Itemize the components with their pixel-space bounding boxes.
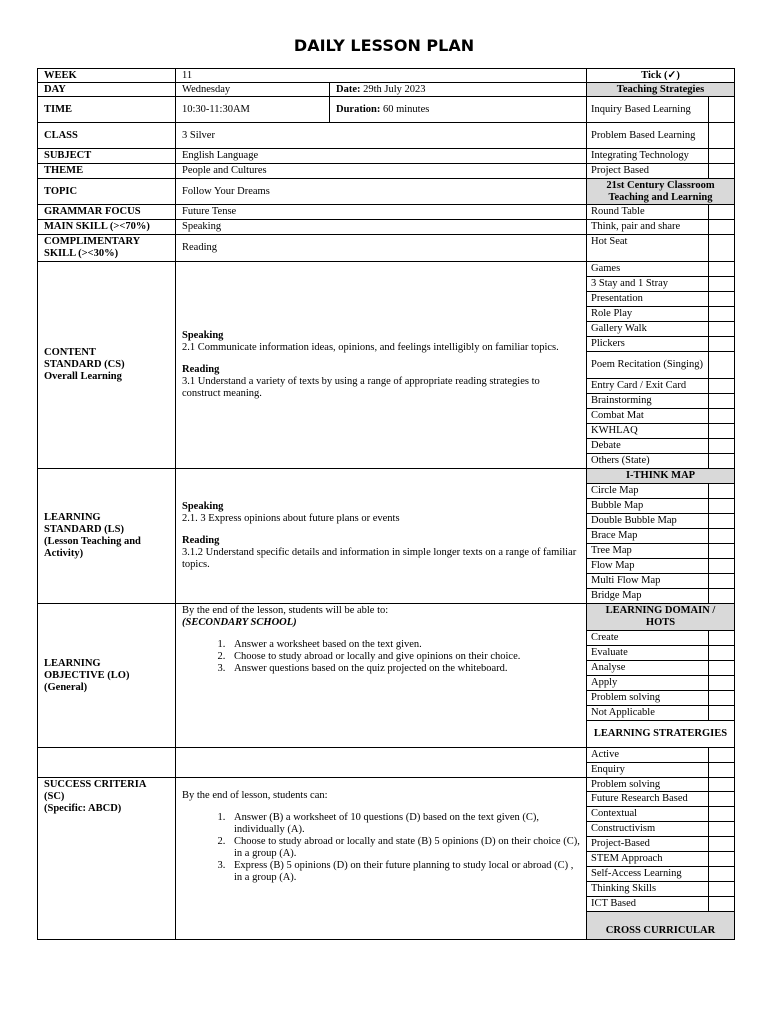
ls-reading-heading: Reading (182, 535, 220, 546)
lo-label-line1: LEARNING (44, 657, 101, 669)
lo-item: 3. Answer questions based on the quiz projected on the whiteboard. (228, 663, 580, 675)
tick-header: Tick (✓) (587, 69, 735, 83)
sc-item: 3. Express (B) 5 opinions (D) on their future planning to study local or abroad (C) , in a group (A). (228, 860, 580, 884)
day-value: Wednesday (176, 83, 330, 97)
ls-speaking-heading: Speaking (182, 501, 224, 512)
strategy-item: Thinking Skills (587, 882, 709, 897)
tick-box[interactable] (709, 97, 735, 123)
strategy-item: Constructivism (587, 822, 709, 837)
tick-box[interactable] (709, 646, 735, 661)
theme-value: People and Cultures (176, 164, 587, 179)
strategy-item: Active (587, 748, 709, 763)
century-item: Think, pair and share (587, 220, 709, 235)
subject-value: English Language (176, 149, 587, 164)
sc-intro: By the end of lesson, students can: (182, 790, 328, 801)
ls-label-line1: LEARNING (44, 512, 101, 523)
tick-box[interactable] (709, 661, 735, 676)
tick-box[interactable] (709, 352, 735, 379)
time-value: 10:30-11:30AM (176, 97, 330, 123)
century-item: Round Table (587, 205, 709, 220)
date-label: Date: (336, 83, 361, 95)
tick-box[interactable] (709, 307, 735, 322)
century-header-line2: Teaching and Learning (608, 191, 713, 203)
tick-box[interactable] (709, 706, 735, 721)
duration-label: Duration: (336, 103, 381, 115)
main-skill-value: Speaking (176, 220, 587, 235)
lo-item: 1. Answer a worksheet based on the text given. (228, 639, 580, 651)
day-label: DAY (38, 83, 176, 97)
sc-item: 1. Answer (B) a worksheet of 10 questions (D) based on the text given (C), individually (A). (228, 812, 580, 836)
lo-item: 2. Choose to study abroad or locally and give opinions on their choice. (228, 651, 580, 663)
content-standard-label (38, 262, 176, 469)
domain-item: Analyse (587, 661, 709, 676)
century-header (587, 179, 735, 205)
tick-box[interactable] (709, 589, 735, 604)
domain-item: Create (587, 631, 709, 646)
tick-box[interactable] (709, 792, 735, 807)
tick-box[interactable] (709, 322, 735, 337)
tick-box[interactable] (709, 439, 735, 454)
ithink-item: Bridge Map (587, 589, 709, 604)
learning-standard-cell (176, 469, 587, 604)
century-item: Debate (587, 439, 709, 454)
date-value: 29th July 2023 (363, 83, 426, 95)
class-label: CLASS (38, 123, 176, 149)
tick-box[interactable] (709, 235, 735, 262)
century-item: Plickers (587, 337, 709, 352)
learning-objective-cell (176, 604, 587, 748)
strategy-item: Contextual (587, 807, 709, 822)
century-item: 3 Stay and 1 Stray (587, 277, 709, 292)
content-standard-cell (176, 262, 587, 469)
century-item: Others (State) (587, 454, 709, 469)
tick-box[interactable] (709, 379, 735, 394)
week-label: WEEK (38, 69, 176, 83)
ls-speaking-text: 2.1. 3 Express opinions about future plans or events (182, 513, 400, 524)
sc-list (182, 812, 580, 884)
learning-standard-label (38, 469, 176, 604)
lo-list (182, 639, 580, 675)
tick-box[interactable] (709, 676, 735, 691)
learning-strategies-header: LEARNING STRATERGIES (587, 721, 735, 748)
tick-box[interactable] (709, 292, 735, 307)
strategy-item: Self-Access Learning (587, 867, 709, 882)
success-criteria-label (38, 778, 176, 940)
century-item: Hot Seat (587, 235, 709, 262)
teaching-strategies-header: Teaching Strategies (587, 83, 735, 97)
sc-label-line3: (Specific: ABCD) (44, 803, 122, 814)
tick-box[interactable] (709, 164, 735, 179)
ithink-item: Brace Map (587, 529, 709, 544)
strategy-item: Future Research Based (587, 792, 709, 807)
tick-box[interactable] (709, 559, 735, 574)
lo-school: (SECONDARY SCHOOL) (182, 617, 297, 628)
tick-box[interactable] (709, 822, 735, 837)
success-criteria-cell (176, 778, 587, 940)
tick-box[interactable] (709, 149, 735, 164)
time-label: TIME (38, 97, 176, 123)
tick-box[interactable] (709, 691, 735, 706)
century-item: Games (587, 262, 709, 277)
tick-box[interactable] (709, 544, 735, 559)
century-item: Gallery Walk (587, 322, 709, 337)
ithink-item: Tree Map (587, 544, 709, 559)
tick-box[interactable] (709, 529, 735, 544)
domain-item: Problem solving (587, 691, 709, 706)
tick-box[interactable] (709, 514, 735, 529)
cs-speaking-heading: Speaking (182, 330, 224, 341)
century-item: Combat Mat (587, 409, 709, 424)
strategy-item: Problem solving (587, 778, 709, 792)
ls-reading-text: 3.1.2 Understand specific details and information in simple longer texts on a range of familiar topics. (182, 547, 577, 570)
tick-box[interactable] (709, 574, 735, 589)
domain-item: Apply (587, 676, 709, 691)
spacer (38, 763, 176, 778)
tick-box[interactable] (709, 852, 735, 867)
tick-box[interactable] (709, 277, 735, 292)
comp-skill-value: Reading (176, 235, 587, 262)
ithink-item: Multi Flow Map (587, 574, 709, 589)
page-title: DAILY LESSON PLAN (293, 36, 475, 55)
ithink-item: Flow Map (587, 559, 709, 574)
century-item: Poem Recitation (Singing) (587, 352, 709, 379)
strategy-item: STEM Approach (587, 852, 709, 867)
ls-label-line4: Activity) (44, 548, 84, 559)
tick-box[interactable] (709, 499, 735, 514)
learning-domain-header: LEARNING DOMAIN / HOTS (587, 604, 735, 631)
century-item: Entry Card / Exit Card (587, 379, 709, 394)
tick-box[interactable] (709, 882, 735, 897)
learning-objective-label (38, 604, 176, 748)
subject-label: SUBJECT (38, 149, 176, 164)
strategy-item: Inquiry Based Learning (587, 97, 709, 123)
tick-box[interactable] (709, 837, 735, 852)
sc-label-line2: (SC) (44, 791, 65, 802)
cs-speaking-text: 2.1 Communicate information ideas, opinions, and feelings intelligibly on familiar topics. (182, 342, 559, 353)
tick-box[interactable] (709, 220, 735, 235)
tick-box[interactable] (709, 424, 735, 439)
tick-box[interactable] (709, 454, 735, 469)
tick-box[interactable] (709, 631, 735, 646)
strategy-item: Problem Based Learning (587, 123, 709, 149)
ithink-item: Double Bubble Map (587, 514, 709, 529)
spacer (176, 748, 587, 763)
main-skill-label: MAIN SKILL (><70%) (38, 220, 176, 235)
theme-label: THEME (38, 164, 176, 179)
spacer (38, 748, 176, 763)
grammar-value: Future Tense (176, 205, 587, 220)
ithink-item: Circle Map (587, 484, 709, 499)
ithink-item: Bubble Map (587, 499, 709, 514)
century-item: Presentation (587, 292, 709, 307)
strategy-item: ICT Based (587, 897, 709, 912)
duration-cell (330, 97, 587, 123)
comp-skill-label-line2: SKILL (><30%) (44, 248, 119, 259)
tick-box[interactable] (709, 763, 735, 778)
class-value: 3 Silver (176, 123, 587, 149)
lo-intro: By the end of the lesson, students will be able to: (182, 605, 389, 616)
domain-item: Evaluate (587, 646, 709, 661)
sc-label-line1: SUCCESS CRITERIA (44, 779, 147, 790)
cs-reading-heading: Reading (182, 364, 220, 375)
ls-label-line2: STANDARD (LS) (44, 524, 125, 535)
tick-box[interactable] (709, 867, 735, 882)
topic-label: TOPIC (38, 179, 176, 205)
tick-box[interactable] (709, 205, 735, 220)
topic-value: Follow Your Dreams (176, 179, 587, 205)
cs-label-line3: Overall Learning (44, 371, 122, 382)
tick-box[interactable] (709, 897, 735, 912)
strategy-item: Project Based (587, 164, 709, 179)
tick-box[interactable] (709, 394, 735, 409)
cs-label-line1: CONTENT (44, 347, 96, 358)
tick-box[interactable] (709, 262, 735, 277)
century-item: Brainstorming (587, 394, 709, 409)
ithink-header: I-THINK MAP (587, 469, 735, 484)
date-cell (330, 83, 587, 97)
lesson-plan-table (37, 68, 735, 940)
lo-label-line3: (General) (44, 681, 88, 693)
spacer (176, 763, 587, 778)
duration-value: 60 minutes (382, 103, 430, 115)
sc-item: 2. Choose to study abroad or locally and state (B) 5 opinions (D) on their choice (C), in a group (A). (228, 836, 580, 860)
cross-curricular-header: CROSS CURRICULAR (587, 912, 735, 940)
week-value: 11 (176, 69, 587, 83)
tick-box[interactable] (709, 409, 735, 424)
century-header-line1: 21st Century Classroom (606, 179, 715, 191)
ls-label-line3: (Lesson Teaching and (44, 536, 141, 547)
tick-box[interactable] (709, 337, 735, 352)
tick-box[interactable] (709, 807, 735, 822)
tick-box[interactable] (709, 123, 735, 149)
lo-label-line2: OBJECTIVE (LO) (44, 669, 130, 681)
domain-item: Not Applicable (587, 706, 709, 721)
comp-skill-label (38, 235, 176, 262)
century-item: KWHLAQ (587, 424, 709, 439)
tick-box[interactable] (709, 484, 735, 499)
tick-box[interactable] (709, 778, 735, 792)
comp-skill-label-line1: COMPLIMENTARY (44, 236, 141, 247)
cs-label-line2: STANDARD (CS) (44, 359, 125, 370)
tick-box[interactable] (709, 748, 735, 763)
strategy-item: Project-Based (587, 837, 709, 852)
cs-reading-text: 3.1 Understand a variety of texts by using a range of appropriate reading strategies to construct meaning. (182, 376, 540, 399)
strategy-item: Enquiry (587, 763, 709, 778)
century-item: Role Play (587, 307, 709, 322)
strategy-item: Integrating Technology (587, 149, 709, 164)
grammar-label: GRAMMAR FOCUS (38, 205, 176, 220)
